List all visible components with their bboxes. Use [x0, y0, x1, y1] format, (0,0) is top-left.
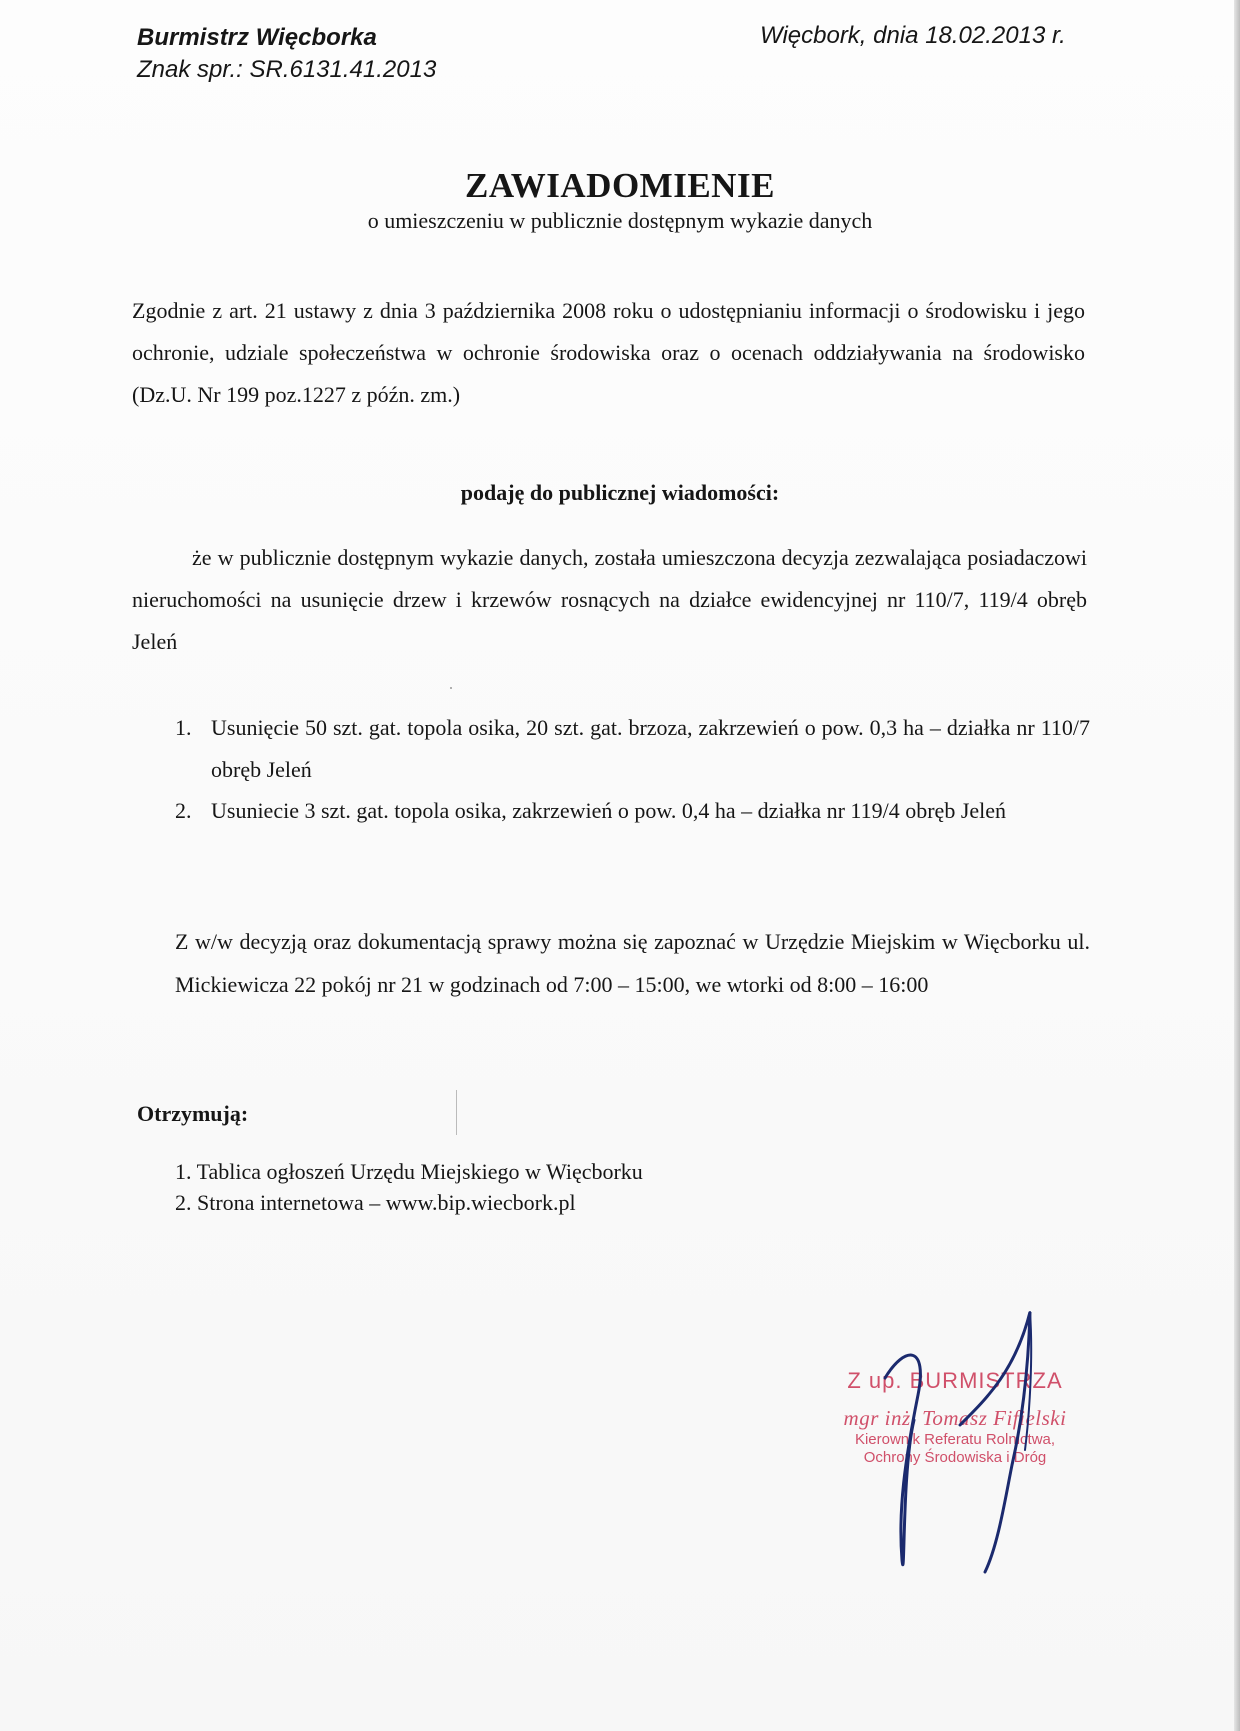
- recipient-number: 2.: [175, 1190, 192, 1215]
- recipient-item: [175, 1157, 643, 1187]
- list-item-text: Usuniecie 3 szt. gat. topola osika, zakrzewień o pow. 0,4 ha – działka nr 119/4 obręb Jeleń: [211, 798, 1007, 823]
- decision-paragraph: że w publicznie dostępnym wykazie danych, została umieszczona decyzja zezwalająca posiadaczowi nieruchomości na usunięcie drzew i krzewów rosnących na działce ewidencyjnej nr 110/7, 119/4 obręb Jeleń: [132, 545, 1087, 654]
- recipient-text: Strona internetowa – www.bip.wiecbork.pl: [197, 1190, 576, 1215]
- list-item-number: 2.: [175, 798, 192, 823]
- list-item-number: 1.: [175, 715, 192, 740]
- list-item: [175, 790, 1090, 832]
- stamp-signatory-name: mgr inż. Tomasz Fifielski: [843, 1406, 1067, 1430]
- document-subtitle: o umieszczeniu w publicznie dostępnym wykazie danych: [367, 208, 873, 233]
- recipient-number: 1.: [175, 1159, 192, 1184]
- stamp-position-line2: Ochrony Środowiska i Dróg: [863, 1449, 1047, 1466]
- header-left: [137, 22, 436, 86]
- issuing-office: Burmistrz Więcborka: [137, 24, 377, 51]
- announcement-heading: podaję do publicznej wiadomości:: [460, 480, 780, 505]
- recipient-text: Tablica ogłoszeń Urzędu Miejskiego w Więcborku: [196, 1159, 643, 1184]
- document-title: ZAWIADOMIENIE: [465, 166, 775, 205]
- stamp-position-line1: Kierownik Referatu Rolnictwa,: [854, 1431, 1056, 1448]
- list-item: [175, 707, 1090, 791]
- scan-artifact-line: [456, 1090, 457, 1135]
- legal-basis-paragraph: Zgodnie z art. 21 ustawy z dnia 3 października 2008 roku o udostępnianiu informacji o środowisku i jego ochronie, udziale społeczeństwa w ochronie środowiska oraz o ocenach oddziaływania na środowisko (Dz.U. Nr 199 poz.1227 z późn. zm.): [132, 298, 1085, 407]
- case-reference: Znak spr.: SR.6131.41.2013: [137, 56, 437, 83]
- page-edge-shadow: [1234, 0, 1240, 1731]
- official-stamp: [790, 1368, 1120, 1467]
- stamp-authorization: Z up. BURMISTRZA: [847, 1368, 1063, 1393]
- recipients-heading: Otrzymują:: [137, 1101, 249, 1126]
- list-item-text: Usunięcie 50 szt. gat. topola osika, 20 szt. gat. brzoza, zakrzewień o pow. 0,3 ha – działka nr 110/7 obręb Jeleń: [211, 715, 1090, 782]
- scan-speck: [450, 687, 452, 689]
- place-and-date: Więcbork, dnia 18.02.2013 r.: [760, 22, 1066, 49]
- recipient-item: [175, 1188, 576, 1218]
- inspection-info-paragraph: Z w/w decyzją oraz dokumentacją sprawy można się zapoznać w Urzędzie Miejskim w Więcborku ul. Mickiewicza 22 pokój nr 21 w godzinach od 7:00 – 15:00, we wtorki od 8:00 – 16:00: [175, 929, 1090, 997]
